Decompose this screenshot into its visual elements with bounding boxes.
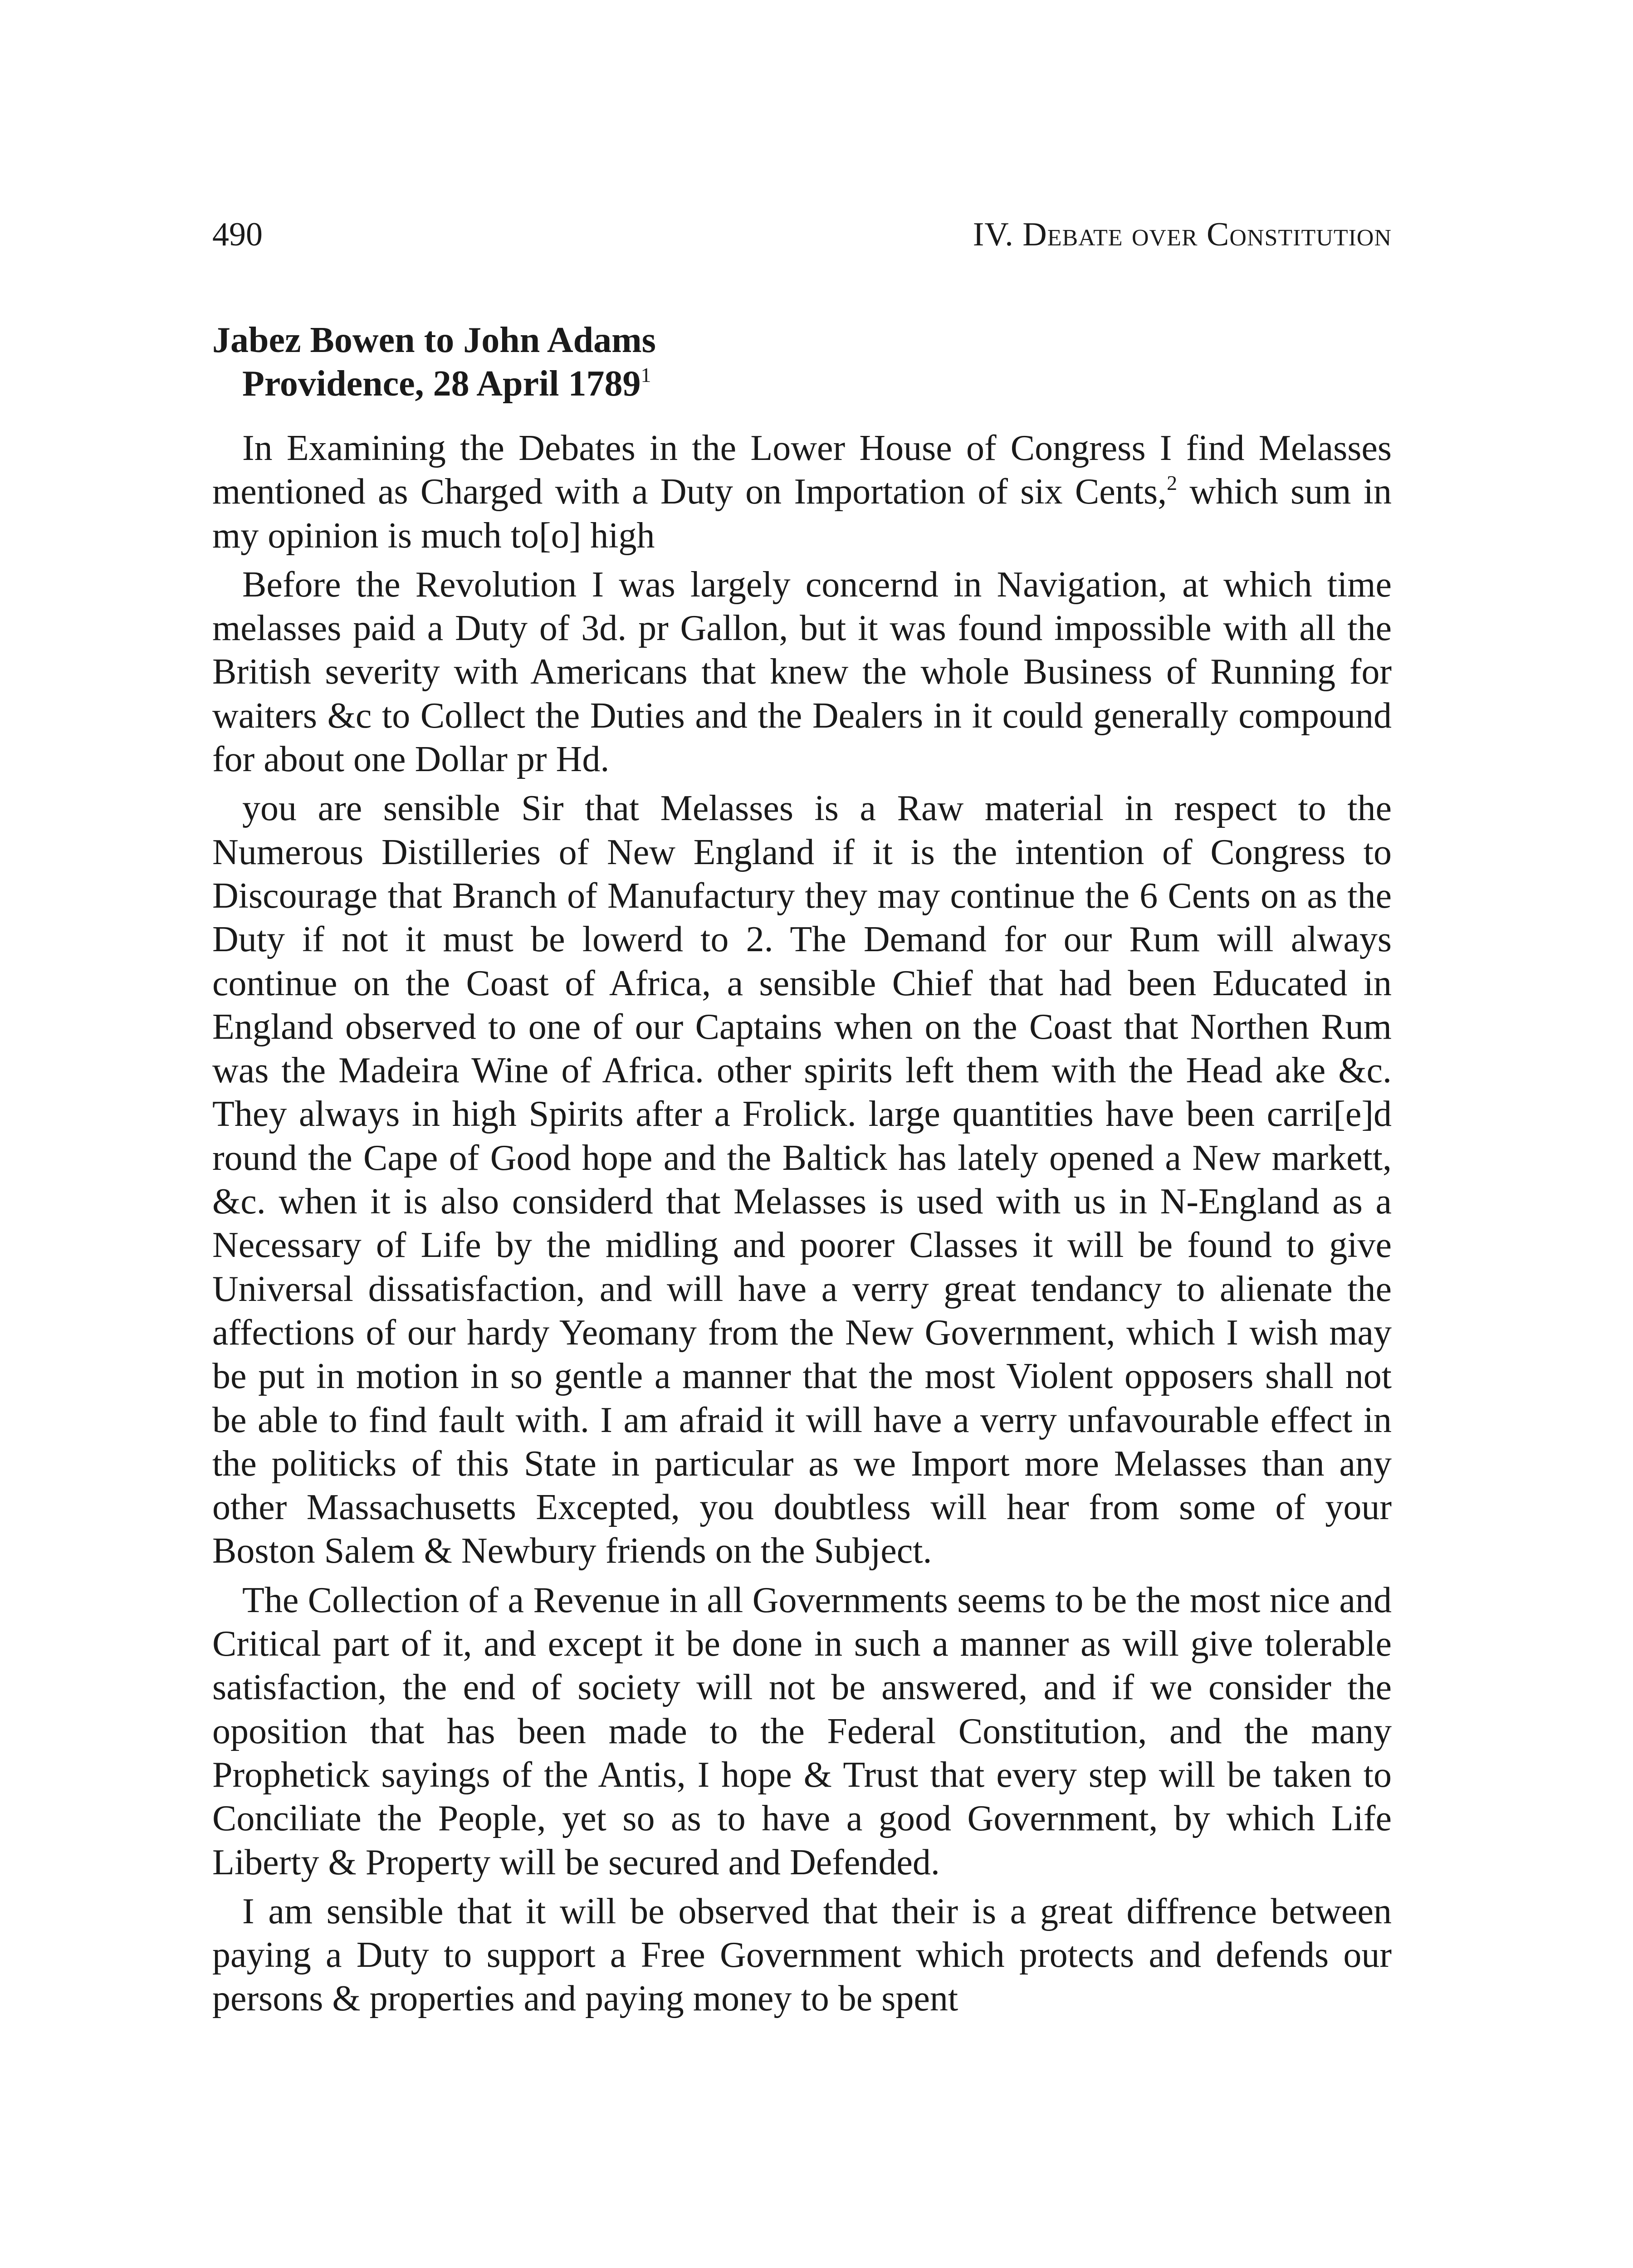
paragraph-1-text-a: In Examining the Debates in the Lower House of Congress I find Melasses mentioned as Charged with a Duty on Importation of six Cents, <box>212 428 1392 512</box>
page-number: 490 <box>212 216 263 253</box>
section-title: IV. Debate over Constitution <box>973 216 1392 253</box>
letter-place-date <box>212 362 1392 406</box>
paragraph-2: Before the Revolution I was largely concernd in Navigation, at which time melasses paid a Duty of 3d. pr Gallon, but it was found impossible with all the British severity with Americans that knew the whole Business of Running for waiters &c to Collect the Duties and the Dealers in it could generally compound for about one Dollar pr Hd. <box>212 564 1392 780</box>
place-date-text: Providence, 28 April 1789 <box>242 364 641 404</box>
letter-title: Jabez Bowen to John Adams <box>212 320 656 360</box>
paragraph-5: I am sensible that it will be observed that their is a great diffrence between paying a Duty to support a Free Government which protects and defends our persons & properties and paying money to be spent <box>212 1891 1392 2019</box>
letter-heading <box>212 318 1392 406</box>
footnote-ref: 2 <box>1167 471 1178 495</box>
paragraph-3: you are sensible Sir that Melasses is a Raw material in respect to the Numerous Distilleries of New England if it is the intention of Congress to Discourage that Branch of Manufactury they may continue the 6 Cents on as the Duty if not it must be lowerd to 2. The Demand for our Rum will always continue on the Coast of Africa, a sensible Chief that had been Educated in England observed to one of our Captains when on the Coast that Northen Rum was the Madeira Wine of Africa. other spirits left them with the Head ake &c. They always in high Spirits after a Frolick. large quantities have been carri[e]d round the Cape of Good hope and the Baltick has lately opened a New markett, &c. when it is also considerd that Melasses is used with us in N-England as a Necessary of Life by the midling and poorer Classes it will be found to give Universal dissatisfaction, and will have a verry great tendancy to alienate the affections of our hardy Yeomany from the New Government, which I wish may be put in motion in so gentle a manner that the most Violent opposers shall not be able to find fault with. I am afraid it will have a verry unfavourable effect in the politicks of this State in particular as we Import more Melasses than any other Massachusetts Excepted, you doubtless will hear from some of your Boston Salem & Newbury friends on the Subject. <box>212 788 1392 1571</box>
footnote-ref: 1 <box>640 363 651 386</box>
document-page <box>212 218 1392 2026</box>
paragraph-1-text-b: which sum in my opinion is much to[o] high <box>212 472 1392 556</box>
paragraph-4: The Collection of a Revenue in all Governments seems to be the most nice and Critical part of it, and except it be done in such a manner as will give tolerable satisfaction, the end of society will not be answered, and if we consider the oposition that has been made to the Federal Constitution, and the many Prophetick sayings of the Antis, I hope & Trust that every step will be taken to Conciliate the People, yet so as to have a good Government, by which Life Liberty & Property will be secured and Defended. <box>212 1580 1392 1882</box>
running-head <box>212 218 1392 251</box>
letter-body <box>212 426 1392 2021</box>
paragraph-1 <box>212 426 1392 557</box>
